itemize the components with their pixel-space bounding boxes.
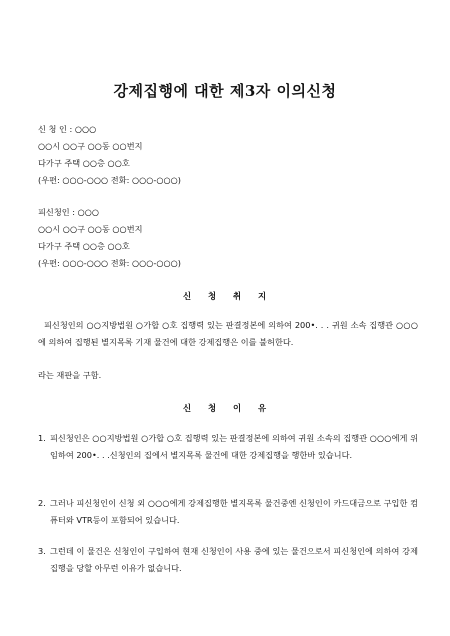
- reason-number: 3.: [38, 546, 46, 556]
- reason-number: 2.: [38, 498, 46, 508]
- respondent-address-line1: ○○시 ○○구 ○○동 ○○번지: [38, 224, 143, 234]
- reason-text: 피신청인은 ○○지방법원 ○가합 ○호 집행력 있는 판결정본에 의하여 귀원 소속의 집행관 ○○○에게 위임하여 200•. . .신청인의 집에서 별지목록 물건에 대한 강제집행을 행한바 있습니다.: [50, 433, 418, 460]
- purpose-heading: 신 청 취 지: [182, 291, 268, 301]
- respondent-name: 피신청인 : ○○○: [38, 207, 100, 217]
- reason-number: 1.: [38, 433, 46, 443]
- reasons-heading: 신 청 이 유: [182, 403, 268, 413]
- reason-text: 그런데 이 물건은 신청인이 구입하여 현재 신청인이 사용 중에 있는 물건으로서 피신청인에 의하여 강제집행을 당할 아무런 이유가 없습니다.: [50, 546, 418, 573]
- reason-item: [38, 430, 418, 464]
- purpose-body: 피신청인의 ○○지방법원 ○가합 ○호 집행력 있는 판결정본에 의하여 200•. . . 귀원 소속 집행관 ○○○에 의하여 집행된 별지목록 기재 물건에 대한 강제집행은 이를 불허한다.: [38, 320, 418, 347]
- applicant-contact: (우편: ○○○-○○○ 전화: ○○○-○○○): [38, 175, 181, 185]
- respondent-contact: (우편: ○○○-○○○ 전화: ○○○-○○○): [38, 258, 181, 268]
- reason-item: [38, 543, 418, 577]
- applicant-address-line2: 다가구 주택 ○○층 ○○호: [38, 158, 130, 168]
- reason-item: [38, 495, 418, 529]
- document-title: 강제집행에 대한 제3자 이의신청: [113, 82, 337, 100]
- applicant-address-line1: ○○시 ○○구 ○○동 ○○번지: [38, 141, 143, 151]
- applicant-name: 신 청 인 : ○○○: [38, 124, 97, 134]
- respondent-address-line2: 다가구 주택 ○○층 ○○호: [38, 241, 130, 251]
- reason-text: 그러나 피신청인이 신청 외 ○○○에게 강제집행한 별지목록 물건중엔 신청인이 카드대금으로 구입한 컴퓨터와 VTR등이 포함되어 있습니다.: [50, 498, 418, 525]
- purpose-closing: 라는 재판을 구함.: [38, 370, 102, 380]
